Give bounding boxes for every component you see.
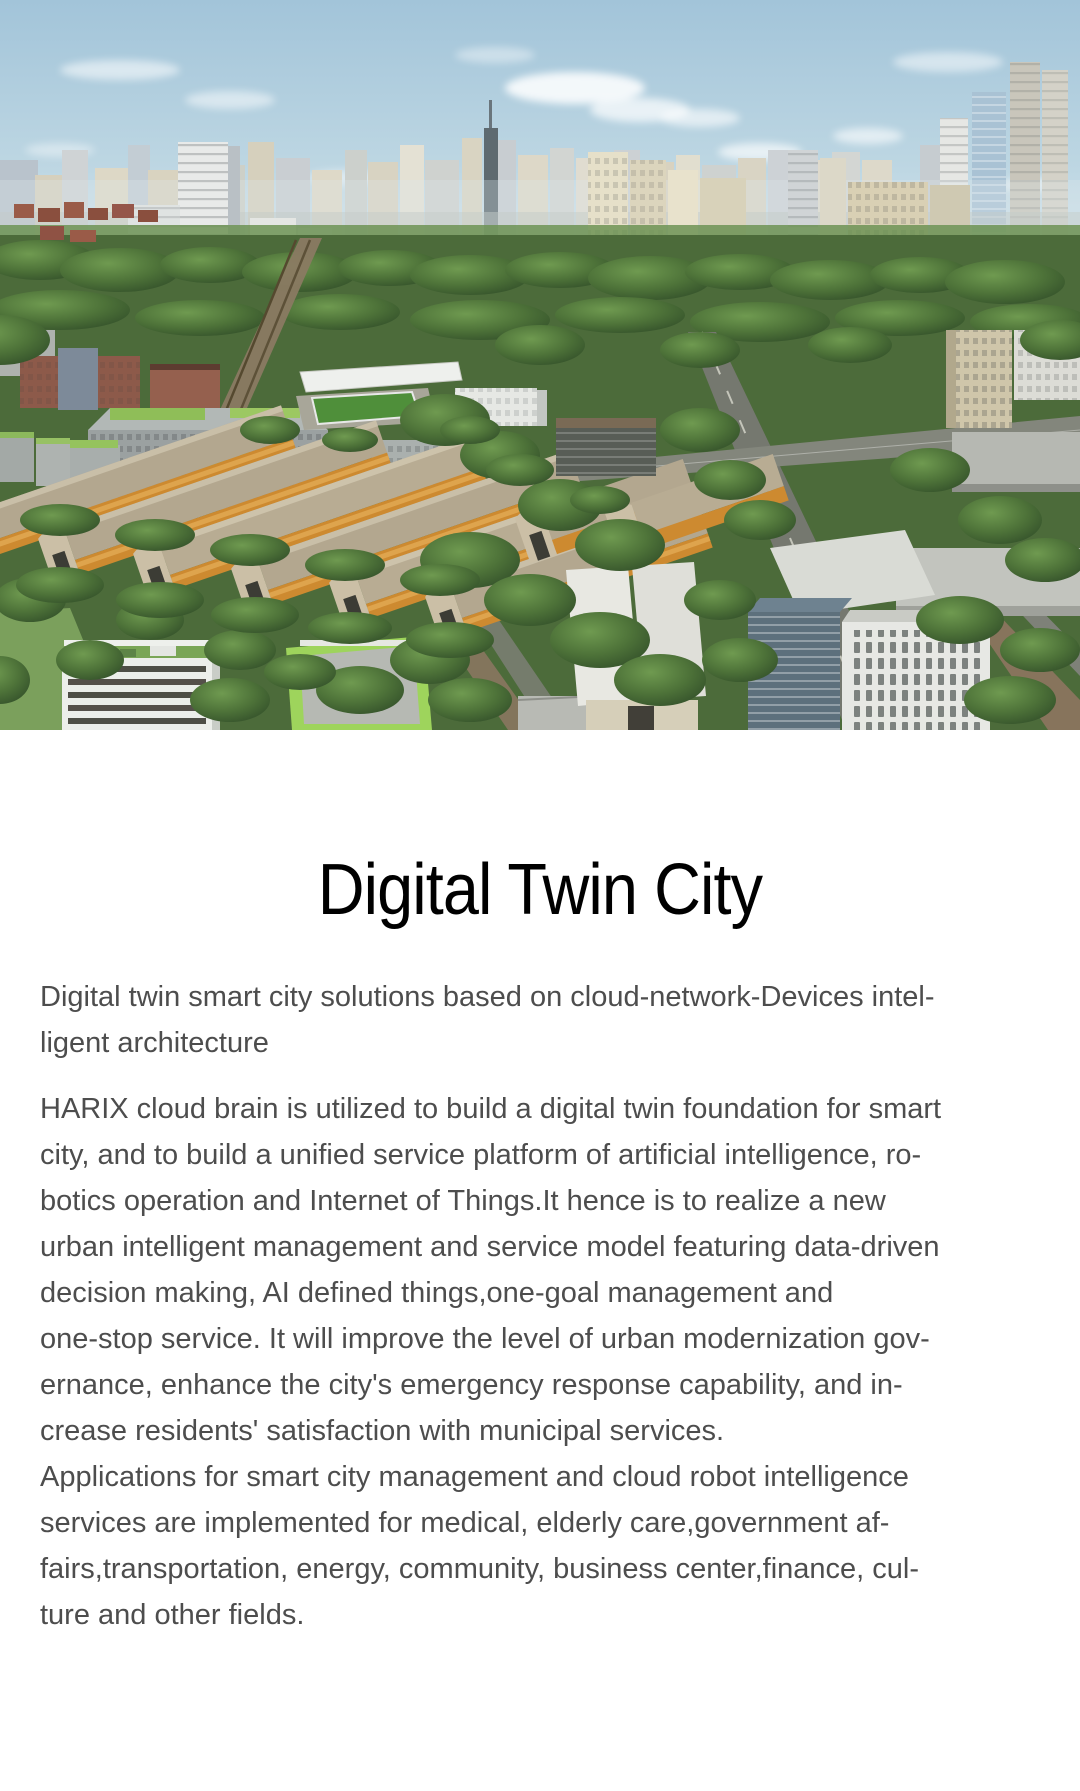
body-line: urban intelligent management and service model featuring data-driven [40, 1231, 940, 1263]
hero-image [0, 0, 1080, 730]
intro-line: Digital twin smart city solutions based on cloud-network-Devices intel- [40, 981, 935, 1013]
intro-line: ligent architecture [40, 1027, 269, 1059]
body-line: city, and to build a unified service platform of artificial intelligence, ro- [40, 1139, 922, 1171]
body-line: Applications for smart city management and cloud robot intelligence [40, 1461, 909, 1493]
body-paragraph [0, 1086, 1080, 1638]
body-line: one-stop service. It will improve the level of urban modernization gov- [40, 1323, 930, 1355]
body-line: botics operation and Internet of Things.It hence is to realize a new [40, 1185, 886, 1217]
page-title [0, 850, 1080, 930]
intro-paragraph [0, 974, 1080, 1066]
body-line: fairs,transportation, energy, community, business center,finance, cul- [40, 1553, 920, 1585]
body-line: ernance, enhance the city's emergency response capability, and in- [40, 1369, 903, 1401]
page-title-text: Digital Twin City [317, 850, 763, 930]
body-line: ture and other fields. [40, 1599, 305, 1631]
body-line: crease residents' satisfaction with municipal services. [40, 1415, 725, 1447]
body-line: services are implemented for medical, elderly care,government af- [40, 1507, 890, 1539]
body-line: HARIX cloud brain is utilized to build a digital twin foundation for smart [40, 1093, 942, 1125]
body-line: decision making, AI defined things,one-goal management and [40, 1277, 834, 1309]
